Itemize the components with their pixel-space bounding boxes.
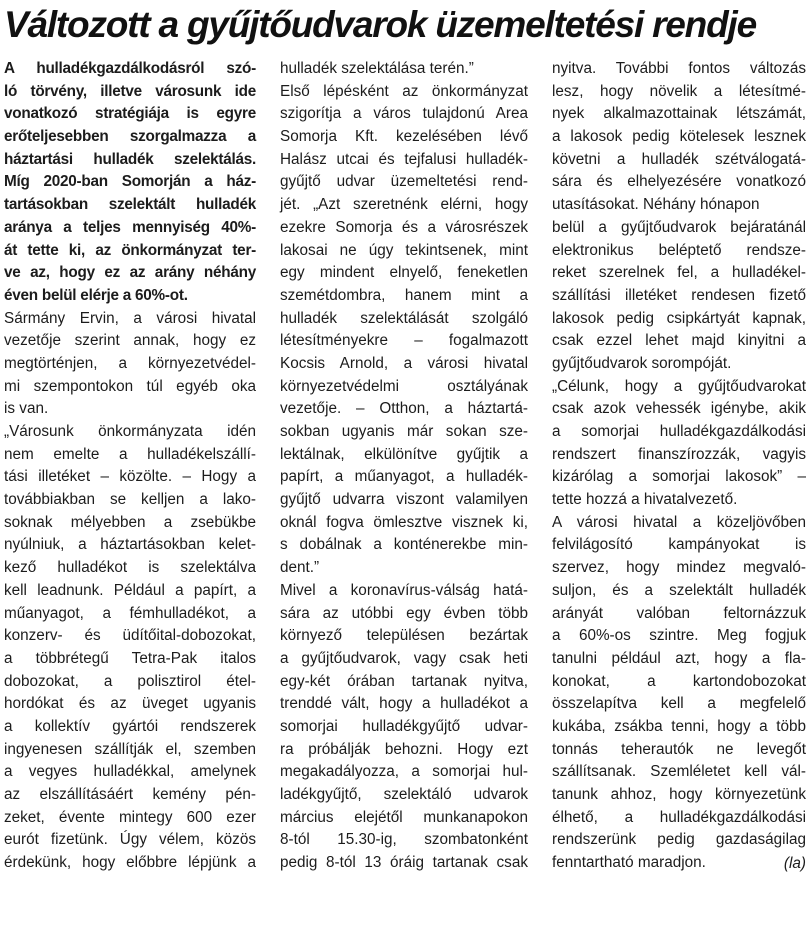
text-line: szigorítja a város tulajdonú Area — [280, 105, 528, 123]
article-column-1 — [4, 58, 256, 875]
text-line: sára és elhelyezésére vonatkozó — [552, 173, 806, 191]
text-line: az elszállításáért kemény pén- — [4, 786, 256, 803]
text-line: tanunk ahhoz, hogy környezetünk — [552, 786, 806, 803]
article-column-3 — [552, 58, 806, 875]
text-line: műanyagot, a fémhulladékot, a — [4, 604, 256, 622]
text-line: arányát valóban feltornázzuk — [552, 604, 806, 622]
text-line: utasításokat. Néhány hónapon — [552, 196, 760, 214]
text-line: sára az utóbbi egy évben több — [280, 604, 528, 622]
text-line: reket szerelnek fel, a hulladékel- — [552, 264, 806, 282]
text-line: nyek alkalmazottainak létszámát, — [552, 105, 806, 123]
text-line: soknak mélyebben a zsebükbe — [4, 513, 256, 531]
text-line: nem emelte a hulladékelszállí- — [4, 445, 256, 463]
text-line: rendszerünk pedig gazdaságilag — [552, 831, 806, 849]
text-line: összelapítva kell a megfelelő — [552, 695, 806, 713]
text-line: a kollektív gyártói rendszerek — [4, 717, 256, 735]
text-line: ingyenesen szállítják el, szemben — [4, 740, 256, 758]
text-line: gyűjtőudvarok sorompóját. — [552, 354, 732, 372]
text-line: zeket, évente mintegy 600 ezer — [4, 808, 256, 826]
text-line: eurót fizetünk. Úgy vélem, közös — [4, 831, 256, 849]
text-line: aránya a teljes mennyiség 40%- — [4, 218, 256, 236]
text-line: elektronikus beléptető rendsze- — [552, 241, 806, 259]
text-line: mi szempontokon túl egyéb oka — [4, 377, 256, 395]
text-line: érdekünk, hogy előbbre lépjünk a — [4, 854, 256, 872]
author-signature: (la) — [783, 854, 806, 872]
text-line: továbbiakban se kelljen a lako- — [4, 491, 256, 509]
text-line: március elejétől munkanapokon — [280, 808, 528, 826]
text-line: létesítményekre – fogalmazott — [280, 332, 528, 350]
text-line: ra próbálják behozni. Hogy ezt — [280, 740, 528, 758]
text-line: somorjai hulladékgyűjtő udvar- — [280, 717, 528, 735]
text-line: kizárólag a somorjai lakosok” – — [552, 468, 806, 486]
text-line: éven belül elérje a 60%-ot. — [4, 286, 188, 304]
text-line: pedig 8-tól 13 óráig tartanak csak — [280, 854, 528, 872]
text-line: a 60%-os szintre. Meg fogjuk — [552, 627, 806, 645]
text-line: ve az, hogy ez az arány néhány — [4, 264, 256, 282]
text-line: nyitva. További fontos változás — [552, 60, 806, 77]
text-line: szervez, hogy mindez megvaló- — [552, 559, 806, 577]
text-line: fenntartható maradjon. — [552, 854, 706, 872]
text-line: tonnás teherautók ne levegőt — [552, 740, 806, 758]
text-line: csak ezzel lehet majd kinyitni a — [552, 332, 806, 350]
text-line: Sármány Ervin, a városi hivatal — [4, 309, 256, 327]
text-line: nyúlniuk, a háztartásokban kelet- — [4, 536, 256, 554]
text-line: belül a gyűjtőudvarok bejáratánál — [552, 218, 806, 236]
text-line: Somorja Kft. kezelésében lévő — [280, 128, 528, 146]
text-line: ló törvény, illetve városunk ide — [4, 82, 256, 100]
text-line: ezekre Somorja és a városrészek — [280, 218, 528, 236]
text-line: sokban ugyanis már sokan sze- — [280, 423, 528, 440]
text-line: dent.” — [280, 559, 320, 577]
text-line: szállítsanak. Szemléletet kell vál- — [552, 763, 806, 781]
text-line: lakosai ne úgy tekintsenek, mint — [280, 241, 528, 259]
text-line: a gyűjtőudvarok, vagy csak heti — [280, 649, 528, 667]
text-line: vonatkozó stratégiája is egyre — [4, 105, 256, 123]
text-line: a többrétegű Tetra-Pak italos — [4, 649, 256, 667]
text-line: szállítási illetéket rendesen fizető — [552, 286, 806, 304]
text-line: hordókat és az üveget ugyanis — [4, 695, 256, 713]
text-line: jét. „Azt szeretnénk elérni, hogy — [280, 196, 528, 214]
text-line: Kocsis Arnold, a városi hivatal — [280, 354, 528, 372]
text-line: csak azok vehessék igénybe, akik — [552, 400, 806, 418]
text-line: tartásokban szelektált hulladék — [4, 196, 256, 214]
text-line: háztartási hulladék szelektálás. — [4, 150, 256, 168]
text-line: megtörténjen, a környezetvédel- — [4, 354, 256, 372]
text-line: kell leadnunk. Például a papírt, a — [4, 581, 256, 599]
text-line: felvilágosító kampányokat is — [552, 536, 806, 554]
text-line: hulladék szelektálását szolgáló — [280, 309, 528, 327]
text-line: vezetője szerint annak, hogy ez — [4, 332, 256, 350]
text-line: lesz, hogy növelik a létesítmé- — [552, 82, 806, 100]
text-line: tási illetéket – közölte. – Hogy a — [4, 468, 256, 486]
text-line: tette hozzá a hivatalvezető. — [552, 491, 738, 509]
text-line: Halász utcai és tejfalusi hulladék- — [280, 150, 528, 168]
text-line: megakadályozza, a somorjai hul- — [280, 763, 528, 781]
text-line: a somorjai hulladékgazdálkodási — [552, 423, 806, 440]
text-line: 8-tól 15.30-ig, szombatonként — [280, 831, 528, 849]
text-line: tanulni például azt, hogy a fla- — [552, 649, 806, 667]
text-line: kukába, zsákba tenni, hogy a több — [552, 717, 806, 735]
text-line: s dobálnak a konténerekbe min- — [280, 536, 528, 554]
text-line: A városi hivatal a közeljövőben — [552, 513, 806, 531]
text-line: a lakosok pedig kötelesek lesznek — [552, 128, 806, 146]
text-line: lakosok pedig csipkártyát kapnak, — [552, 309, 806, 327]
text-line: papírt, a műanyagot, a hulladék- — [280, 468, 528, 486]
text-line: környezetvédelmi osztályának — [280, 377, 528, 395]
text-line: egy mindent elnyelő, feneketlen — [280, 264, 528, 282]
text-line: környező településen bezártak — [280, 627, 528, 645]
text-line: élhető, a hulladékgazdálkodási — [552, 808, 806, 826]
text-line: szemétdombra, hanem mint a — [280, 286, 528, 304]
text-line: konzerv- és üdítőital-dobozokat, — [4, 627, 256, 645]
text-line: ladékgyűjtő, szelektáló udvarok — [280, 786, 528, 803]
text-line: Mivel a koronavírus-válság hatá- — [280, 581, 528, 599]
text-line: „Városunk önkormányzata idén — [4, 423, 256, 440]
text-line: gyűjtő udvarra viszont valamilyen — [280, 491, 528, 509]
text-line: erőteljesebben szorgalmazza a — [4, 128, 256, 146]
text-line: lektálnak, elkülönítve gyűjtik a — [280, 445, 528, 463]
text-line: A hulladékgazdálkodásról szó- — [4, 60, 256, 77]
text-line: „Célunk, hogy a gyűjtőudvarokat — [552, 377, 806, 395]
text-line: kező hulladékot is szelektálva — [4, 559, 256, 577]
text-line: konokat, a kartondobozokat — [552, 672, 806, 690]
text-line: át tette ki, az önkormányzat ter- — [4, 241, 256, 259]
text-line: suljon, és a szelektált hulladék — [552, 581, 806, 599]
text-line: egy-két órában tartanak nyitva, — [280, 672, 528, 690]
article-title: Változott a gyűjtőudvarok üzemeltetési rendje — [4, 4, 756, 45]
text-line: vezetője. – Otthon, a háztartá- — [280, 400, 528, 418]
text-line: rendszert finanszírozzák, vagyis — [552, 445, 806, 463]
text-line: gyűjtő udvar üzemeltetési rend- — [280, 173, 528, 191]
text-line: Első lépésként az önkormányzat — [280, 82, 528, 100]
text-line: hulladék szelektálása terén.” — [280, 60, 474, 77]
text-line: követni a hulladék szétválogatá- — [552, 150, 806, 168]
text-line: trenddé vált, hogy a hulladékot a — [280, 695, 528, 713]
text-line: Míg 2020-ban Somorján a ház- — [4, 173, 256, 191]
article-column-2 — [280, 58, 528, 875]
text-line: is van. — [4, 400, 49, 418]
text-line: oknál fogva ömlesztve visznek ki, — [280, 513, 528, 531]
text-line: dobozokat, a polisztirol étel- — [4, 672, 256, 690]
text-line: a vegyes hulladékkal, amelynek — [4, 763, 256, 781]
